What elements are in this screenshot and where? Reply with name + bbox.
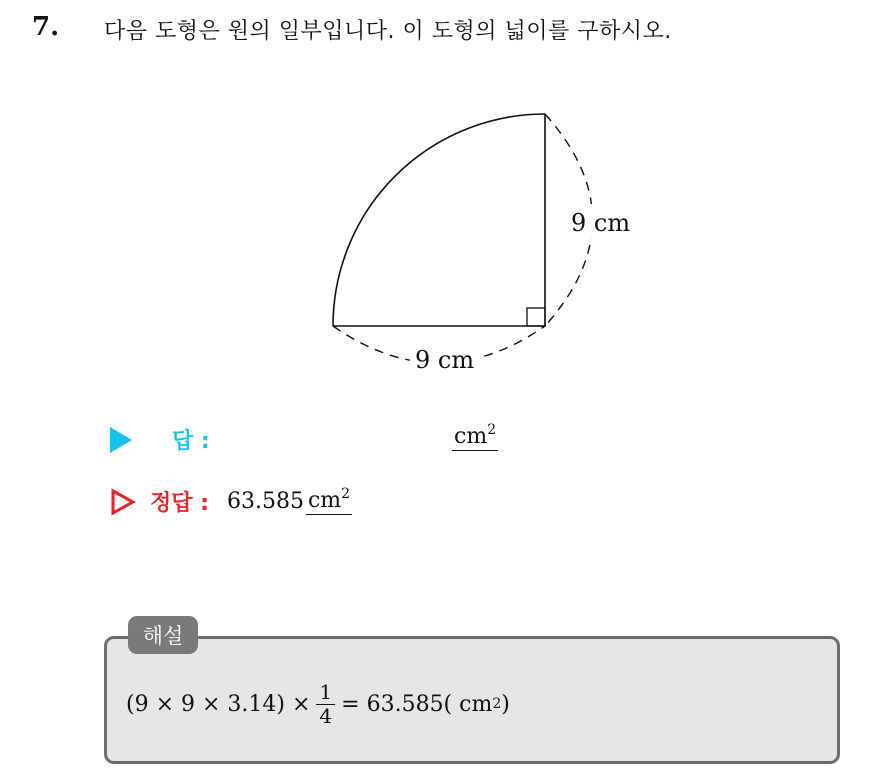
- answer-label: 답 :: [172, 429, 210, 454]
- formula-close: ): [501, 691, 510, 717]
- arc-boundary: [333, 114, 545, 326]
- right-angle-mark: [527, 308, 545, 326]
- vertical-length-label: 9 cm: [571, 209, 631, 237]
- correct-answer-row: [110, 486, 352, 517]
- question-number: 7.: [32, 12, 60, 42]
- question-text: 다음 도형은 원의 일부입니다. 이 도형의 넓이를 구하시오.: [104, 19, 672, 44]
- correct-unit-exponent: 2: [341, 486, 351, 502]
- fraction-numerator: 1: [316, 681, 335, 705]
- formula-left: (9 × 9 × 3.14) ×: [126, 691, 311, 717]
- correct-unit: [306, 488, 352, 515]
- answer-unit-text: cm: [454, 424, 488, 449]
- explanation-formula: (9 × 9 × 3.14) × $\frac{1}{4}$ = 63.585( cm 2 ): [126, 679, 510, 728]
- play-triangle-icon: [110, 427, 132, 453]
- fraction: [316, 681, 335, 728]
- correct-value: 63.585: [226, 489, 304, 514]
- answer-unit[interactable]: [452, 424, 498, 451]
- correct-label: 정답 :: [150, 491, 209, 516]
- formula-right: = 63.585( cm: [341, 691, 493, 717]
- correct-unit-text: cm: [307, 488, 342, 513]
- horizontal-length-label: 9 cm: [415, 346, 475, 374]
- fraction-denominator: 4: [319, 703, 333, 728]
- answer-row: [110, 424, 210, 455]
- outline-triangle-icon: [110, 488, 136, 516]
- explanation-tag: 해설: [128, 616, 198, 654]
- answer-unit-exponent: 2: [487, 422, 497, 438]
